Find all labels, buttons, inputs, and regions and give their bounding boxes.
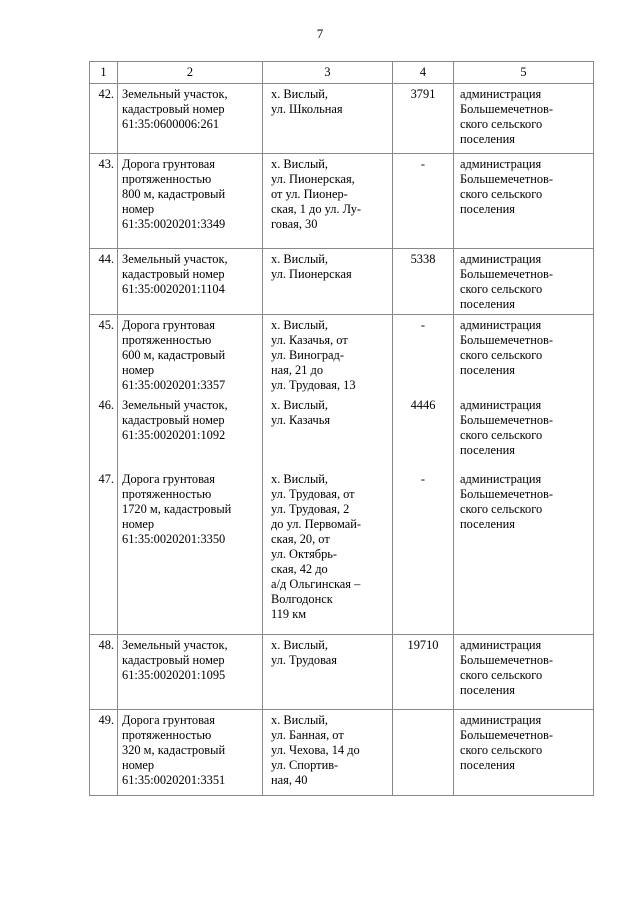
row-number-cell: [90, 315, 118, 395]
owner-line: ского сельского: [460, 427, 543, 442]
table-row: [90, 395, 594, 469]
object-name-line: 600 м, кадастровый: [122, 348, 226, 362]
owner-line: поселения: [460, 132, 515, 146]
object-name-cell: [118, 469, 263, 635]
table-row: [90, 249, 594, 315]
owner-line: Большемечетнов-: [460, 653, 554, 667]
table-row: [90, 469, 594, 635]
owner-line: администрация: [460, 713, 542, 727]
address-cell: [263, 154, 393, 249]
object-name-line: 61:35:0020201:3349: [122, 217, 226, 231]
owner-line: Большемечетнов-: [460, 486, 554, 501]
row-number-cell: [90, 710, 118, 796]
table-row: [90, 154, 594, 249]
object-name-line: 320 м, кадастровый: [122, 743, 226, 757]
object-name-line: Земельный участок,: [122, 252, 228, 266]
column-header-4: 4: [393, 62, 454, 84]
row-number-cell: [90, 395, 118, 469]
object-name-cell: [118, 249, 263, 315]
table-header-row: [90, 62, 594, 84]
address-line: ул. Спортив-: [271, 758, 339, 772]
address-line: до ул. Первомай-: [271, 516, 362, 531]
address-cell: [263, 249, 393, 315]
owner-line: Большемечетнов-: [460, 412, 554, 427]
owner-line: Большемечетнов-: [460, 267, 554, 281]
object-name-line: Дорога грунтовая: [122, 157, 215, 171]
object-name-line: протяженностью: [122, 333, 212, 347]
property-table: [89, 61, 594, 796]
row-number-cell: [90, 469, 118, 635]
page-number: 7: [316, 26, 324, 41]
table-row: [90, 710, 594, 796]
owner-line: администрация: [460, 397, 542, 412]
owner-line: ского сельского: [460, 348, 543, 362]
column-header-1: 1: [90, 62, 118, 84]
column-header-2: 2: [118, 62, 263, 84]
address-cell: [263, 635, 393, 710]
object-name-line: 61:35:0020201:1092: [122, 427, 226, 442]
address-cell: [263, 469, 393, 635]
row-number-cell: [90, 635, 118, 710]
area-cell: [393, 315, 454, 395]
owner-line: ского сельского: [460, 117, 543, 131]
address-cell: [263, 315, 393, 395]
area-cell: [393, 84, 454, 154]
address-line: х. Вислый,: [271, 87, 329, 101]
address-line: а/д Ольгинская –: [271, 576, 361, 591]
address-line: ская, 42 до: [271, 561, 328, 576]
object-name-cell: [118, 154, 263, 249]
owner-cell: [454, 84, 594, 154]
address-line: ул. Трудовая, 2: [271, 501, 350, 516]
address-line: от ул. Пионер-: [271, 187, 348, 201]
object-name-line: протяженностью: [122, 486, 212, 501]
object-name-cell: [118, 635, 263, 710]
address-line: х. Вислый,: [271, 713, 329, 727]
area-cell: [393, 395, 454, 469]
column-header-5: 5: [454, 62, 594, 84]
area-cell: [393, 469, 454, 635]
object-name-line: кадастровый номер: [122, 653, 225, 667]
address-line: ул. Трудовая, 13: [271, 378, 356, 392]
row-number: 48.: [98, 638, 114, 652]
address-line: х. Вислый,: [271, 471, 329, 486]
address-line: ул. Пионерская,: [271, 172, 355, 186]
owner-line: поселения: [460, 758, 515, 772]
row-number: 42.: [98, 87, 114, 101]
owner-cell: [454, 635, 594, 710]
area-value: -: [420, 471, 426, 486]
object-name-line: Дорога грунтовая: [122, 713, 215, 727]
owner-line: поселения: [460, 297, 515, 311]
owner-line: ского сельского: [460, 668, 543, 682]
object-name-line: Земельный участок,: [122, 638, 228, 652]
object-name-cell: [118, 395, 263, 469]
area-cell: [393, 710, 454, 796]
object-name-line: Земельный участок,: [122, 87, 228, 101]
object-name-cell: [118, 710, 263, 796]
object-name-line: 1720 м, кадастровый: [122, 501, 232, 516]
owner-line: ского сельского: [460, 187, 543, 201]
address-line: ул. Чехова, 14 до: [271, 743, 360, 757]
table-row: [90, 84, 594, 154]
owner-line: администрация: [460, 638, 542, 652]
address-line: х. Вислый,: [271, 638, 329, 652]
owner-cell: [454, 469, 594, 635]
row-number-cell: [90, 84, 118, 154]
table-row: [90, 635, 594, 710]
owner-line: администрация: [460, 157, 542, 171]
area-cell: [393, 249, 454, 315]
object-name-cell: [118, 84, 263, 154]
owner-line: ского сельского: [460, 282, 543, 296]
owner-cell: [454, 710, 594, 796]
area-cell: [393, 635, 454, 710]
owner-line: поселения: [460, 683, 515, 697]
address-cell: [263, 710, 393, 796]
row-number-cell: [90, 154, 118, 249]
object-name-line: 61:35:0020201:3351: [122, 773, 226, 787]
area-value: -: [420, 318, 426, 332]
object-name-line: 61:35:0020201:3350: [122, 531, 226, 546]
owner-cell: [454, 315, 594, 395]
object-name-line: номер: [122, 516, 155, 531]
row-number: 47.: [98, 471, 114, 486]
object-name-line: 61:35:0020201:3357: [122, 378, 226, 392]
owner-line: поселения: [460, 516, 515, 531]
object-name-line: протяженностью: [122, 172, 212, 186]
object-name-line: 61:35:0020201:1095: [122, 668, 226, 682]
address-line: ул. Банная, от: [271, 728, 344, 742]
owner-line: Большемечетнов-: [460, 333, 554, 347]
area-value: 5338: [410, 252, 436, 266]
object-name-line: Дорога грунтовая: [122, 471, 215, 486]
owner-cell: [454, 249, 594, 315]
object-name-cell: [118, 315, 263, 395]
column-header-3: 3: [263, 62, 393, 84]
address-line: ул. Казачья: [271, 412, 331, 427]
owner-line: Большемечетнов-: [460, 172, 554, 186]
row-number: 43.: [98, 157, 114, 171]
object-name-line: 800 м, кадастровый: [122, 187, 226, 201]
owner-line: администрация: [460, 87, 542, 101]
address-line: х. Вислый,: [271, 318, 329, 332]
row-number-cell: [90, 249, 118, 315]
address-line: х. Вислый,: [271, 252, 329, 266]
object-name-line: Земельный участок,: [122, 397, 228, 412]
owner-line: администрация: [460, 471, 542, 486]
address-line: ная, 40: [271, 773, 308, 787]
area-value: 3791: [410, 87, 436, 101]
area-value: 19710: [407, 638, 439, 652]
row-number: 46.: [98, 397, 114, 412]
address-line: ул. Пионерская: [271, 267, 352, 281]
object-name-line: Дорога грунтовая: [122, 318, 215, 332]
owner-cell: [454, 395, 594, 469]
address-line: ул. Виноград-: [271, 348, 344, 362]
owner-line: ского сельского: [460, 501, 543, 516]
address-line: 119 км: [271, 606, 307, 621]
address-line: ская, 1 до ул. Лу-: [271, 202, 362, 216]
address-line: ул. Октябрь-: [271, 546, 338, 561]
address-line: ская, 20, от: [271, 531, 330, 546]
object-name-line: 61:35:0020201:1104: [122, 282, 225, 296]
address-line: х. Вислый,: [271, 157, 329, 171]
owner-line: поселения: [460, 202, 515, 216]
owner-line: поселения: [460, 363, 515, 377]
area-value: -: [420, 157, 426, 171]
object-name-line: кадастровый номер: [122, 102, 225, 116]
area-cell: [393, 154, 454, 249]
address-line: ул. Трудовая: [271, 653, 337, 667]
address-line: х. Вислый,: [271, 397, 329, 412]
row-number: 45.: [98, 318, 114, 332]
address-line: ная, 21 до: [271, 363, 324, 377]
owner-line: Большемечетнов-: [460, 102, 554, 116]
object-name-line: протяженностью: [122, 728, 212, 742]
address-line: говая, 30: [271, 217, 318, 231]
object-name-line: кадастровый номер: [122, 412, 225, 427]
object-name-line: номер: [122, 363, 155, 377]
object-name-line: 61:35:0600006:261: [122, 117, 220, 131]
table-row: [90, 315, 594, 395]
owner-line: поселения: [460, 442, 515, 457]
address-cell: [263, 84, 393, 154]
address-line: ул. Школьная: [271, 102, 343, 116]
address-line: ул. Казачья, от: [271, 333, 348, 347]
row-number: 49.: [98, 713, 114, 727]
address-cell: [263, 395, 393, 469]
object-name-line: номер: [122, 202, 155, 216]
owner-line: Большемечетнов-: [460, 728, 554, 742]
area-value: 4446: [410, 397, 436, 412]
owner-line: администрация: [460, 318, 542, 332]
object-name-line: номер: [122, 758, 155, 772]
object-name-line: кадастровый номер: [122, 267, 225, 281]
address-line: ул. Трудовая, от: [271, 486, 355, 501]
owner-cell: [454, 154, 594, 249]
owner-line: администрация: [460, 252, 542, 266]
row-number: 44.: [98, 252, 114, 266]
owner-line: ского сельского: [460, 743, 543, 757]
address-line: Волгодонск: [271, 591, 333, 606]
